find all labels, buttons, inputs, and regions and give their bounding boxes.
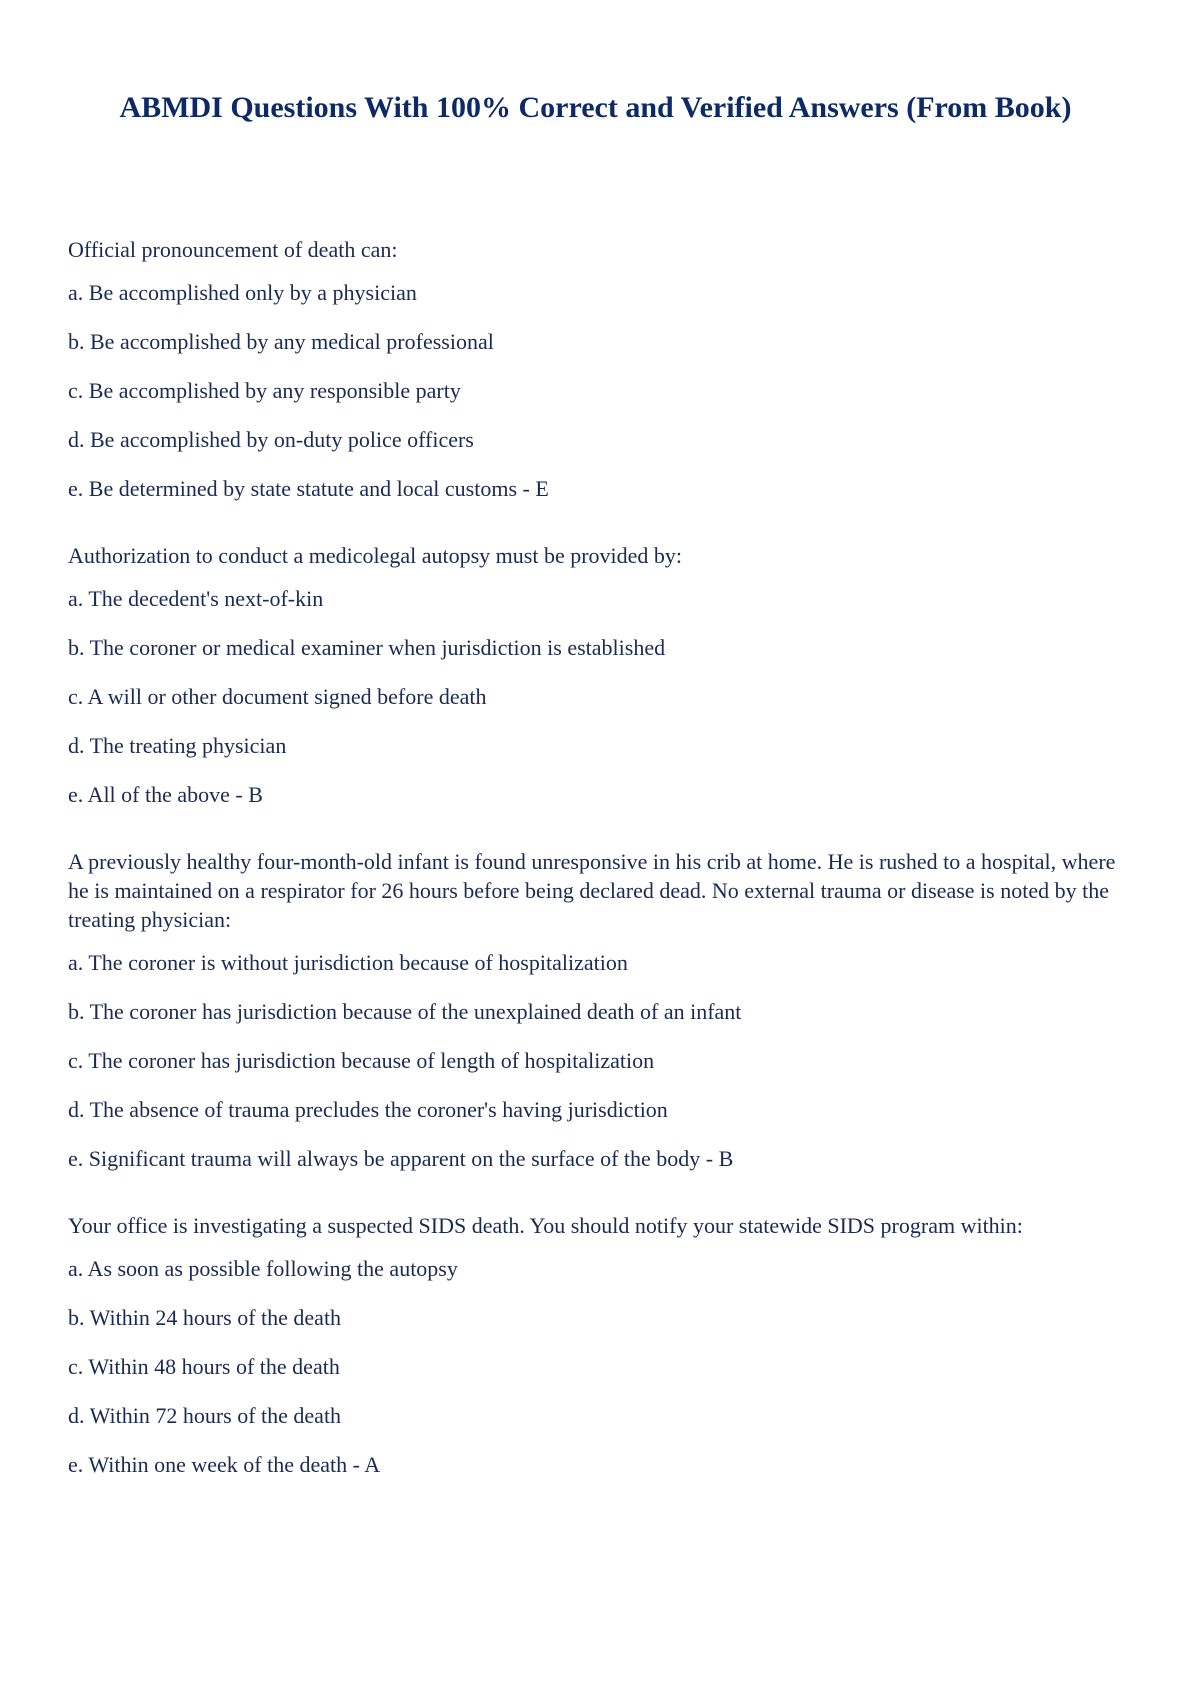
question-block [68, 235, 1128, 503]
answer-option: d. Be accomplished by on-duty police officers [68, 427, 474, 452]
question-block [68, 1211, 1128, 1479]
answer-option: d. Within 72 hours of the death [68, 1403, 342, 1428]
answer-option: a. The decedent's next-of-kin [68, 586, 324, 611]
answer-option: a. Be accomplished only by a physician [68, 280, 417, 305]
answer-option: a. The coroner is without jurisdiction because of hospitalization [68, 950, 628, 975]
answer-option: b. Within 24 hours of the death [68, 1305, 342, 1330]
answer-option: e. Be determined by state statute and local customs - E [68, 476, 549, 501]
question-text: Your office is investigating a suspected SIDS death. You should notify your statewide SIDS program within: [68, 1213, 1023, 1238]
answer-option: d. The absence of trauma precludes the coroner's having jurisdiction [68, 1097, 668, 1122]
question-text: Official pronouncement of death can: [68, 237, 398, 262]
answer-option: b. Be accomplished by any medical professional [68, 329, 494, 354]
question-list [68, 235, 1128, 1517]
answer-option: b. The coroner or medical examiner when jurisdiction is established [68, 635, 666, 660]
question-text: Authorization to conduct a medicolegal autopsy must be provided by: [68, 543, 683, 568]
answer-option: e. Within one week of the death - A [68, 1452, 381, 1477]
page-title: ABMDI Questions With 100% Correct and Verified Answers (From Book) [119, 91, 1072, 124]
answer-option: c. Be accomplished by any responsible party [68, 378, 461, 403]
answer-option: c. Within 48 hours of the death [68, 1354, 340, 1379]
answer-option: b. The coroner has jurisdiction because of the unexplained death of an infant [68, 999, 742, 1024]
answer-option: e. All of the above - B [68, 782, 263, 807]
question-block [68, 541, 1128, 809]
answer-option: d. The treating physician [68, 733, 287, 758]
answer-option: a. As soon as possible following the autopsy [68, 1256, 458, 1281]
answer-option: c. The coroner has jurisdiction because of length of hospitalization [68, 1048, 655, 1073]
answer-option: c. A will or other document signed before death [68, 684, 487, 709]
answer-option: e. Significant trauma will always be apparent on the surface of the body - B [68, 1146, 734, 1171]
question-block [68, 847, 1128, 1173]
question-text: A previously healthy four-month-old infant is found unresponsive in his crib at home. He is rushed to a hospital, where he is maintained on a respirator for 26 hours before being declared dead. No external trauma or disease is noted by the treating physician: [68, 849, 1116, 932]
